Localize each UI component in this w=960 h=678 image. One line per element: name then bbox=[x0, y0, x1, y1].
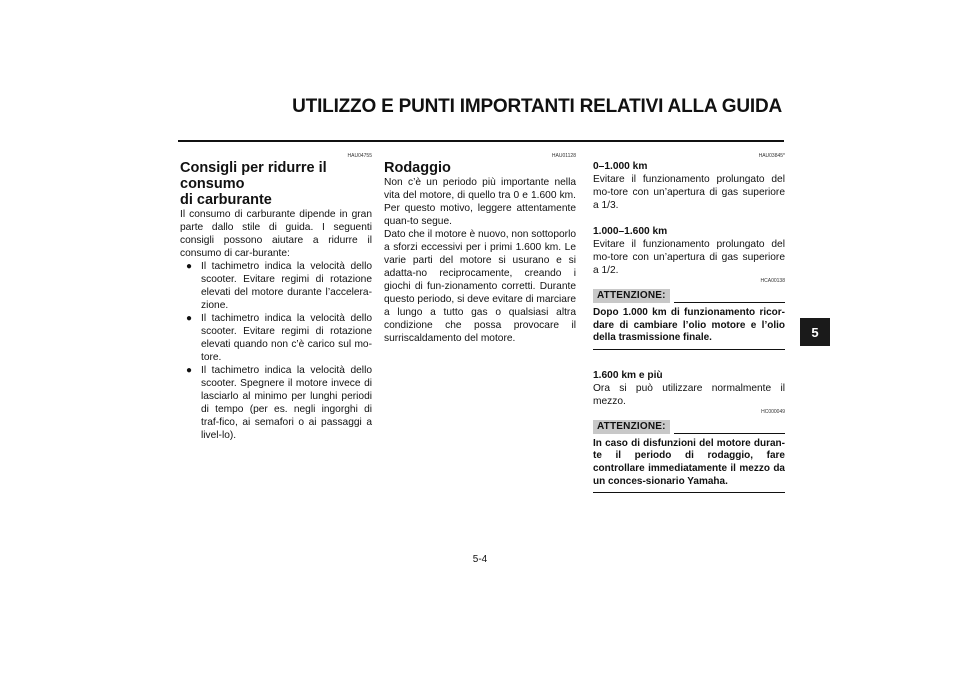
section-code: HAU01128 bbox=[551, 153, 576, 159]
list-item bbox=[180, 260, 372, 312]
stage-title: 0–1.000 km bbox=[593, 161, 648, 172]
bullet-icon: ● bbox=[186, 365, 193, 376]
caution-rule bbox=[674, 433, 785, 434]
section-code: HAU04755 bbox=[347, 153, 372, 159]
bullet-icon: ● bbox=[186, 261, 193, 272]
list-item bbox=[180, 364, 372, 442]
column-break-in-stages bbox=[593, 152, 785, 493]
column-fuel-tips bbox=[180, 152, 372, 442]
list-item bbox=[180, 312, 372, 364]
page-number: 5-4 bbox=[472, 554, 488, 565]
column-break-in bbox=[384, 152, 576, 345]
list-item-text: Il tachimetro indica la velocità dello scooter. Evitare regimi di rotazione elevati del motore durante l’accelera-zione. bbox=[201, 261, 372, 311]
tips-list bbox=[180, 260, 372, 442]
caution-label: ATTENZIONE: bbox=[593, 420, 670, 434]
caution-code: HC000049 bbox=[761, 408, 785, 415]
caution-code: HCA00138 bbox=[760, 278, 785, 284]
chapter-tab: 5 bbox=[800, 318, 830, 346]
paragraph: Non c’è un periodo più importante nella vita del motore, di quello tra 0 e 1.600 km. Per questo motivo, leggere attentamente quan-to segue. bbox=[384, 177, 576, 227]
header-rule bbox=[178, 140, 784, 142]
caution-header bbox=[593, 419, 785, 434]
heading-line-2: di carburante bbox=[180, 192, 272, 208]
caution-text: In caso di disfunzioni del motore duran-te il periodo di rodaggio, fare controllare immediatamente il mezzo da un conces-sionario Yamaha. bbox=[593, 437, 785, 487]
list-item-text: Il tachimetro indica la velocità dello scooter. Evitare regimi di rotazione elevati quando non c’è carico sul mo-tore. bbox=[201, 313, 372, 363]
caution-text: Dopo 1.000 km di funzionamento ricor-dare di cambiare l’olio motore e l’olio della trasmissione finale. bbox=[593, 307, 785, 344]
list-item-text: Il tachimetro indica la velocità dello scooter. Spegnere il motore invece di lasciarlo al minimo per lunghi periodi di tempo (per es. negli ingorghi di traf-fico, ai semafori o ai passaggi a livel-lo). bbox=[201, 365, 372, 441]
stage-title: 1.000–1.600 km bbox=[593, 226, 668, 237]
stage-text: Evitare il funzionamento prolungato del mo-tore con un’apertura di gas superiore a 1/3. bbox=[593, 174, 785, 211]
stage-text: Evitare il funzionamento prolungato del mo-tore con un’apertura di gas superiore a 1/2. bbox=[593, 239, 785, 276]
stage-title: 1.600 km e più bbox=[593, 369, 663, 381]
paragraph: Dato che il motore è nuovo, non sottoporlo a sforzi eccessivi per i primi 1.600 km. Le varie parti del motore si usurano e si adatta-no reciprocamente, creando i giochi di fun-zionamento corretti. Durante questo periodo, si deve evitare di marciare a lungo a tutto gas o qualsiasi altra condizione che possa provocare il surriscaldamento del motore. bbox=[384, 229, 576, 344]
stage-text: Ora si può utilizzare normalmente il mezzo. bbox=[593, 382, 785, 407]
caution-end-rule bbox=[593, 492, 785, 493]
caution-header bbox=[593, 288, 785, 303]
section-heading: Rodaggio bbox=[384, 160, 451, 176]
intro-paragraph: Il consumo di carburante dipende in gran parte dallo stile di guida. I seguenti consigli possono aiutare a ridurre il consumo di car-burante: bbox=[180, 209, 372, 259]
heading-line-1: Consigli per ridurre il consumo bbox=[180, 160, 327, 192]
caution-label: ATTENZIONE: bbox=[593, 289, 670, 303]
bullet-icon: ● bbox=[186, 313, 193, 324]
section-code: HAU03845* bbox=[758, 153, 785, 159]
section-heading bbox=[180, 160, 372, 208]
page-header-title: UTILIZZO E PUNTI IMPORTANTI RELATIVI ALLA GUIDA bbox=[292, 96, 782, 117]
caution-rule bbox=[674, 302, 785, 303]
